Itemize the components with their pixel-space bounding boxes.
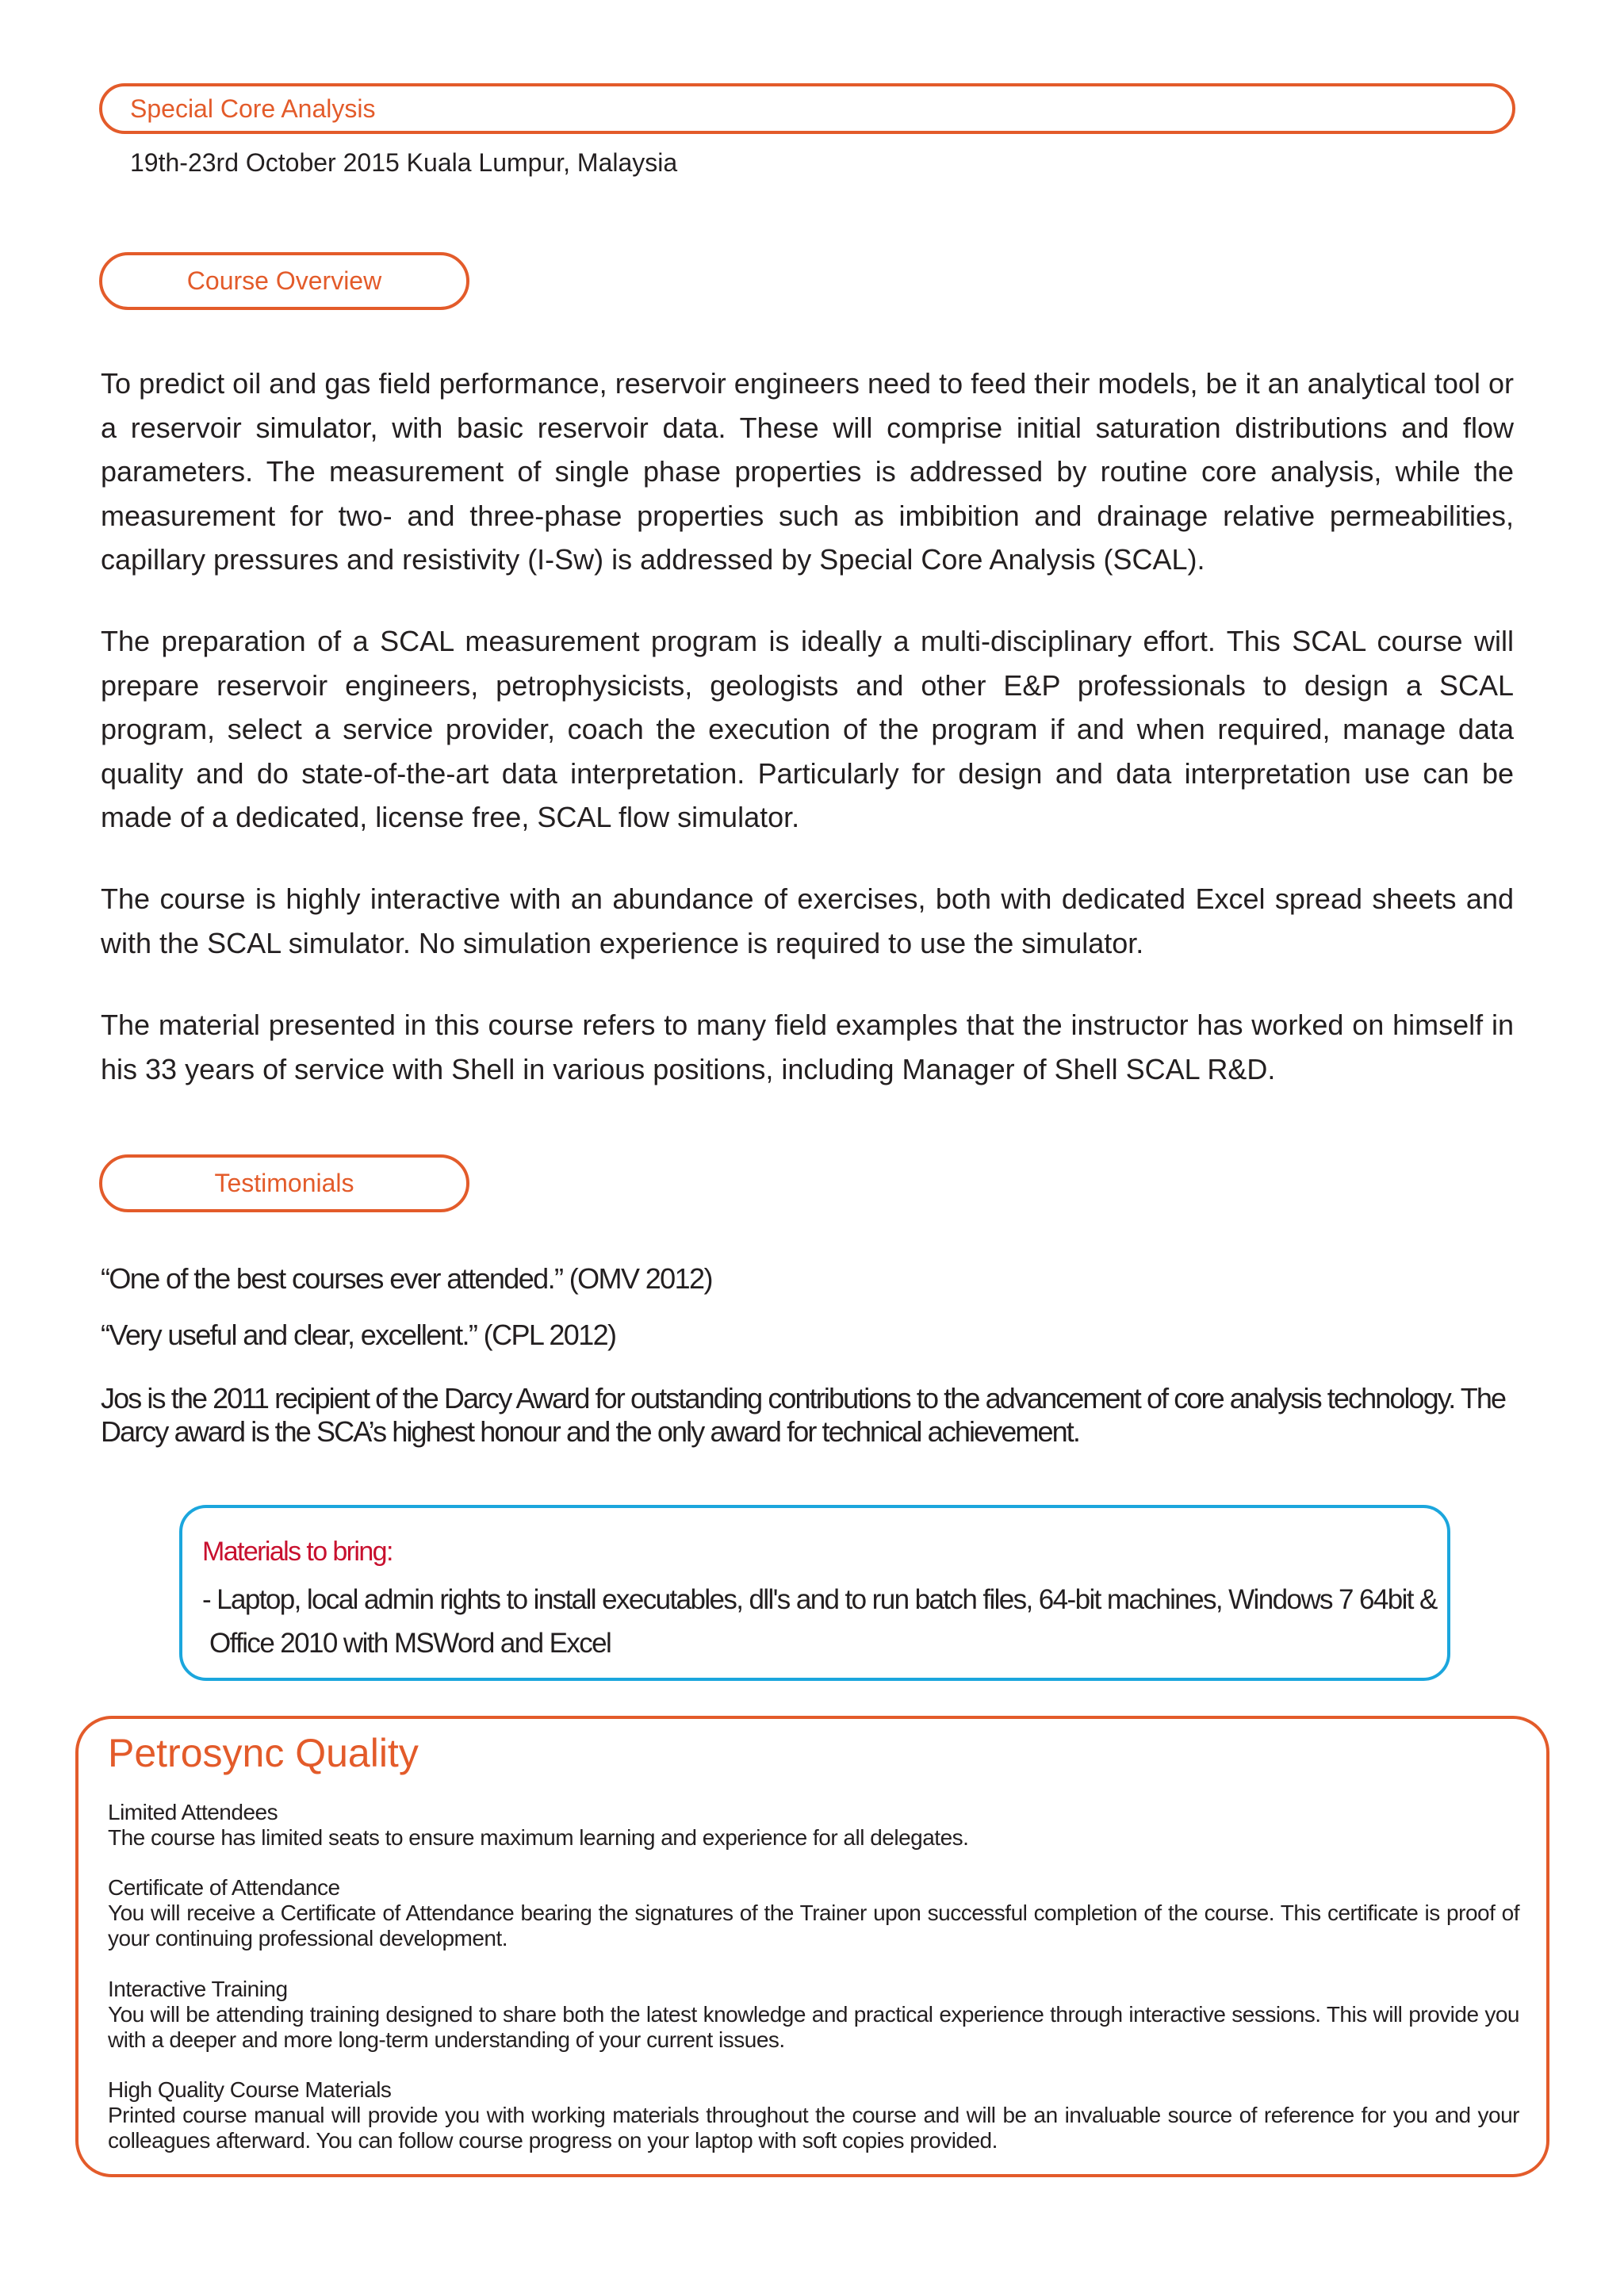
materials-list bbox=[202, 1578, 1439, 1665]
quality-item-heading: Limited Attendees bbox=[108, 1800, 278, 1824]
quality-item bbox=[108, 1875, 1519, 1951]
quality-item bbox=[108, 2077, 1519, 2153]
quality-item-body: The course has limited seats to ensure maximum learning and experience for all delegates. bbox=[108, 1825, 969, 1850]
testimonials-heading bbox=[99, 1154, 469, 1212]
quality-item-heading: High Quality Course Materials bbox=[108, 2077, 392, 2102]
event-date-location: 19th-23rd October 2015 Kuala Lumpur, Malaysia bbox=[130, 148, 678, 177]
quality-item-body: You will receive a Certificate of Attendance bearing the signatures of the Trainer upon successful completion of the course. This certificate is proof of your continuing professional development. bbox=[108, 1901, 1519, 1950]
materials-title: Materials to bring: bbox=[202, 1537, 393, 1567]
testimonial-quote: “Very useful and clear, excellent.” (CPL 2012) bbox=[101, 1319, 616, 1351]
quality-item bbox=[108, 1800, 1519, 1851]
overview-paragraph: The material presented in this course refers to many field examples that the instructor has worked on himself in his 33 years of service with Shell in various positions, including Manager of Shell SCAL R&D. bbox=[101, 1009, 1514, 1085]
course-overview-label: Course Overview bbox=[186, 266, 382, 295]
course-title-banner bbox=[99, 83, 1515, 134]
overview-paragraph: The course is highly interactive with an abundance of exercises, both with dedicated Excel spread sheets and with the SCAL simulator. No simulation experience is required to use the simulator. bbox=[101, 882, 1514, 959]
course-overview-heading bbox=[99, 252, 469, 310]
quality-item-heading: Certificate of Attendance bbox=[108, 1875, 340, 1900]
overview-paragraph: To predict oil and gas field performance, reservoir engineers need to feed their models, be it an analytical tool or a reservoir simulator, with basic reservoir data. These will comprise initial saturation distributions and flow parameters. The measurement of single phase properties is addressed by routine core analysis, while the measurement for two- and three-phase properties such as imbibition and drainage relative permeabilities, capillary pressures and resistivity (I-Sw) is addressed by Special Core Analysis (SCAL). bbox=[101, 367, 1514, 576]
darcy-award-note: Jos is the 2011 recipient of the Darcy Award for outstanding contributions to the advancement of core analysis technology. The Darcy award is the SCA’s highest honour and the only award for technical achievement. bbox=[101, 1382, 1506, 1448]
testimonial-quote: “One of the best courses ever attended.” (OMV 2012) bbox=[101, 1262, 712, 1295]
testimonials-label: Testimonials bbox=[214, 1169, 354, 1197]
quality-title: Petrosync Quality bbox=[108, 1731, 419, 1775]
quality-item bbox=[108, 1977, 1519, 2053]
overview-paragraph: The preparation of a SCAL measurement program is ideally a multi-disciplinary effort. This SCAL course will prepare reservoir engineers, petrophysicists, geologists and other E&P professionals to design a SCAL program, select a service provider, coach the execution of the program if and when required, manage data quality and do state-of-the-art data interpretation. Particularly for design and data interpretation use can be made of a dedicated, license free, SCAL flow simulator. bbox=[101, 625, 1514, 833]
materials-to-bring-box bbox=[179, 1505, 1450, 1681]
quality-item-heading: Interactive Training bbox=[108, 1977, 288, 2001]
materials-line: Office 2010 with MSWord and Excel bbox=[209, 1628, 611, 1659]
materials-line: - Laptop, local admin rights to install executables, dll's and to run batch files, 64-bit machines, Windows 7 64bit & bbox=[202, 1584, 1437, 1615]
course-title: Special Core Analysis bbox=[130, 94, 376, 123]
petrosync-quality-box bbox=[75, 1716, 1549, 2177]
quality-item-body: You will be attending training designed to share both the latest knowledge and practical experience through interactive sessions. This will provide you with a deeper and more long-term understanding of your current issues. bbox=[108, 2002, 1519, 2052]
quality-item-body: Printed course manual will provide you with working materials throughout the course and will be an invaluable source of reference for you and your colleagues afterward. You can follow course progress on your laptop with soft copies provided. bbox=[108, 2103, 1519, 2153]
